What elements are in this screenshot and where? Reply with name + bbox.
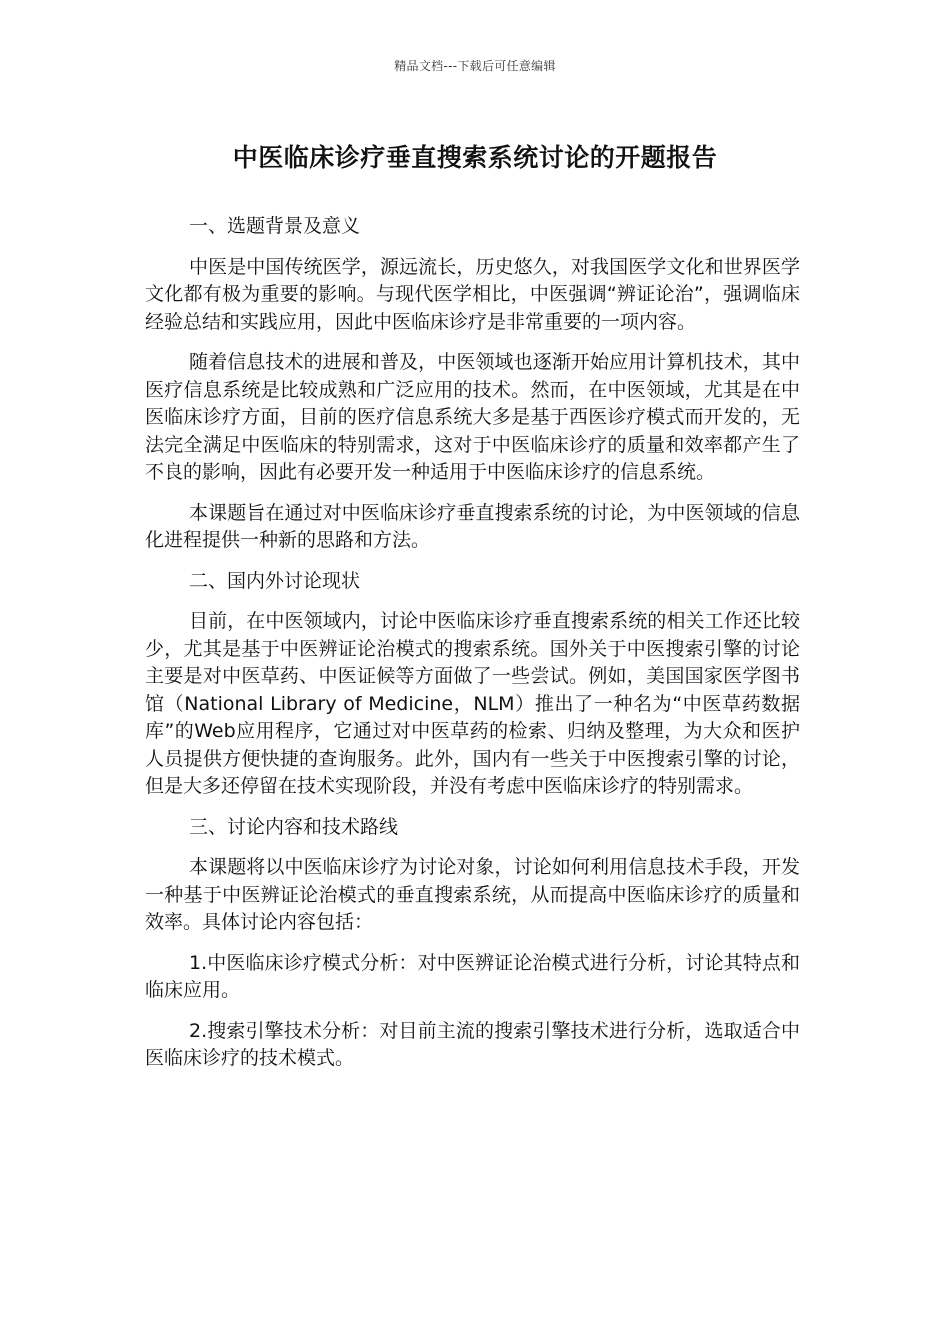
list-item: 1.中医临床诊疗模式分析：对中医辨证论治模式进行分析，讨论其特点和临床应用。 [145, 951, 800, 1001]
section-heading: 三、讨论内容和技术路线 [189, 815, 399, 838]
paragraph: 本课题旨在通过对中医临床诊疗垂直搜索系统的讨论，为中医领域的信息化进程提供一种新的思路和方法。 [145, 501, 800, 551]
paragraph: 本课题将以中医临床诊疗为讨论对象，讨论如何利用信息技术手段，开发一种基于中医辨证论治模式的垂直搜索系统，从而提高中医临床诊疗的质量和效率。具体讨论内容包括： [145, 856, 800, 933]
list-item: 2.搜索引擎技术分析：对目前主流的搜索引擎技术进行分析，选取适合中医临床诊疗的技术模式。 [145, 1019, 800, 1069]
header-note: 精品文档---下载后可任意编辑 [394, 59, 556, 73]
section-heading: 一、选题背景及意义 [189, 215, 361, 237]
section-research-status [145, 568, 800, 801]
section-heading: 二、国内外讨论现状 [189, 569, 361, 592]
section-content-and-route [145, 814, 800, 1073]
section-background [145, 213, 800, 555]
document-title: 中医临床诊疗垂直搜索系统讨论的开题报告 [232, 143, 718, 172]
paragraph: 目前，在中医领域内，讨论中医临床诊疗垂直搜索系统的相关工作还比较少，尤其是基于中医辨证论治模式的搜索系统。国外关于中医搜索引擎的讨论主要是对中医草药、中医证候等方面做了一些尝试。例如，美国国家医学图书馆（National Library of Medicine，NLM）推出了一种名为“中医草药数据库”的Web应用程序，它通过对中医草药的检索、归纳及整理，为大众和医护人员提供方便快捷的查询服务。此外，国内有一些关于中医搜索引擎的讨论，但是大多还停留在技术实现阶段，并没有考虑中医临床诊疗的特别需求。 [145, 610, 800, 797]
document-body [145, 213, 800, 1086]
paragraph: 随着信息技术的进展和普及，中医领域也逐渐开始应用计算机技术，其中医疗信息系统是比较成熟和广泛应用的技术。然而，在中医领域，尤其是在中医临床诊疗方面，目前的医疗信息系统大多是基于西医诊疗模式而开发的，无法完全满足中医临床的特别需求，这对于中医临床诊疗的质量和效率都产生了不良的影响，因此有必要开发一种适用于中医临床诊疗的信息系统。 [145, 351, 800, 483]
paragraph: 中医是中国传统医学，源远流长，历史悠久，对我国医学文化和世界医学文化都有极为重要的影响。与现代医学相比，中医强调“辨证论治”，强调临床经验总结和实践应用，因此中医临床诊疗是非常重要的一项内容。 [145, 255, 800, 333]
